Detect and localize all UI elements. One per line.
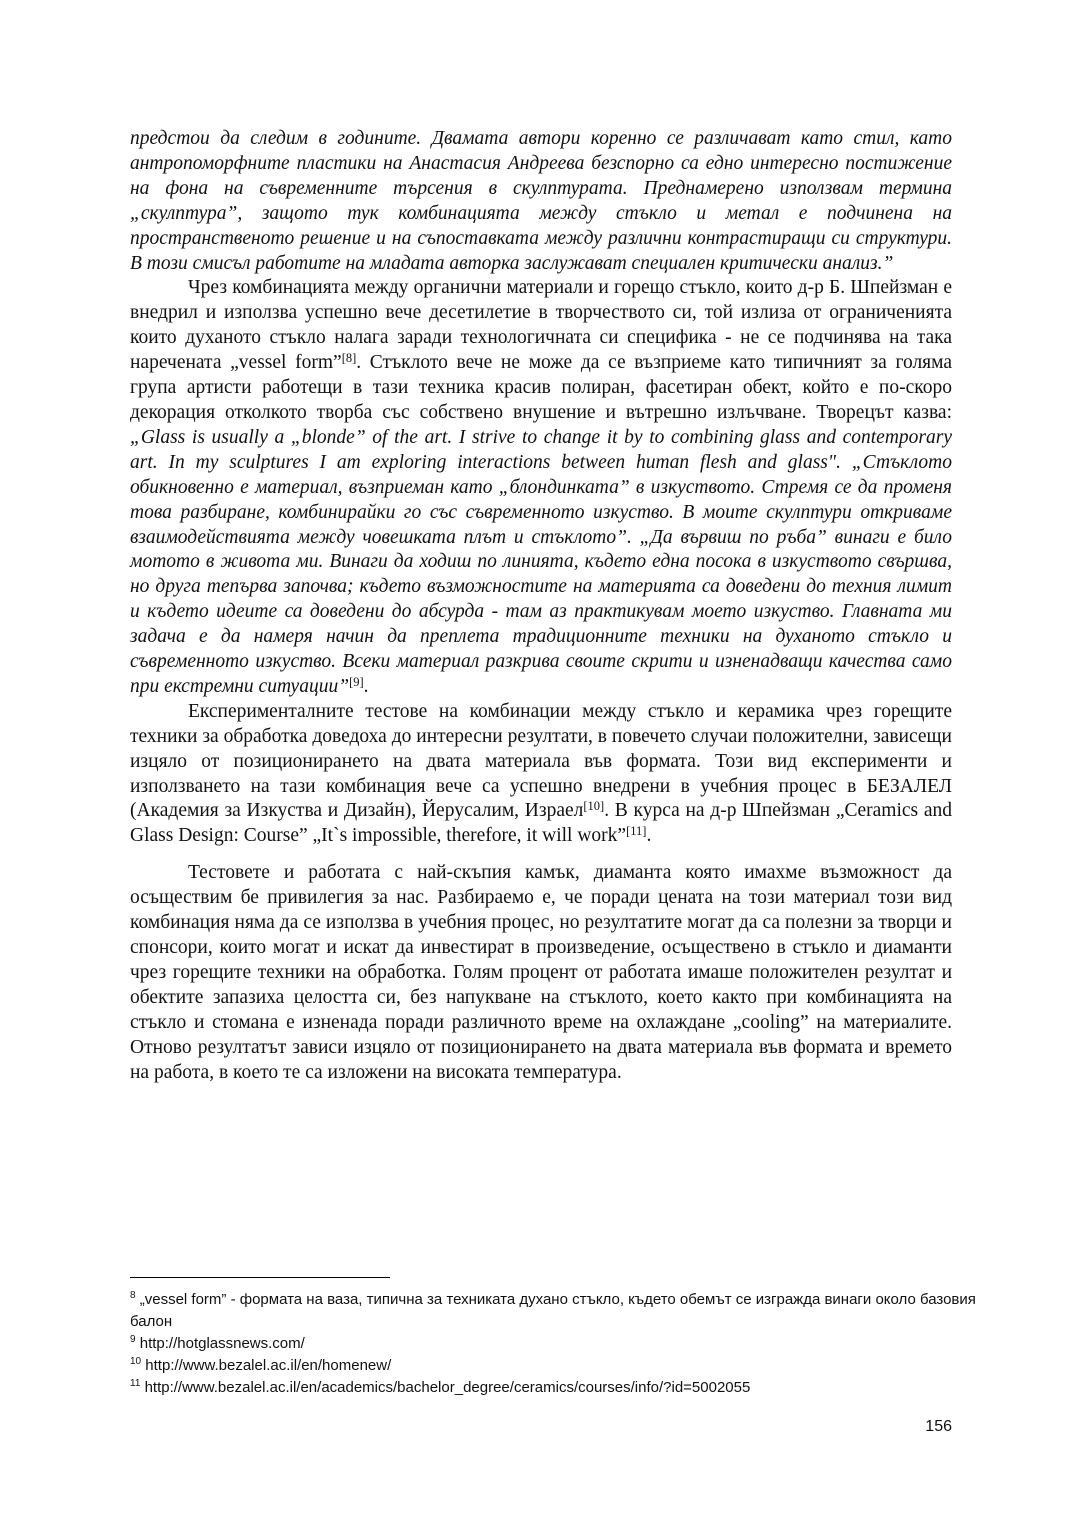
footnote-10	[130, 1355, 990, 1377]
paragraph-quote-continuation	[130, 127, 952, 276]
paragraph-text: Тестовете и работата с най-скъпия камък, диаманта която имахме възможност да осъществим бе привилегия за нас. Разбираемо е, че поради цената на този материал този вид комбинация няма да се използва в учебния процес, но резултатите могат да са полезни за творци и спонсори, които могат и искат да инвестират в произведение, осъществено в стъкло и диаманти чрез горещите техники на обработка. Голям процент от работата имаше положителен резултат и обектите запазиха целостта си, без напукване на стъклото, което както при комбинацията на стъкло и стомана е изненада поради различното време на охлаждане „cooling” на материалите. Отново резултатът зависи изцяло от позиционирането на двата материала във формата и времето на работа, в което те са изложени на високата температура.	[130, 862, 952, 1083]
footnote-ref-11[interactable]: [11]	[626, 824, 647, 839]
footnote-ref-9[interactable]: [9]	[349, 674, 364, 689]
paragraph-text: .	[646, 825, 652, 847]
footnote-8	[130, 1289, 990, 1333]
artist-quote: „Glass is usually a „blonde” of the art. I strive to change it by to combining glass and contemporary art. In my sculptures I am exploring interactions between human flesh and glass". „Стъклото обикновенно е материал, възприеман като „блондинката” в изкуството. Стремя се да променя това разбиране, комбинирайки го със съвременното изкуство. В моите скулптури откриваме взаимодействията между човешката плът и стъклото”. „Да вървиш по ръба” винаги е било мотото в живота ми. Винаги да ходиш по линията, където една посока в изкуството свършва, но друга тепърва започва; където възможностите на материята са доведени до техния лимит и където идеите са доведени до абсурда - там аз практикувам моето изкуство. Главната ми задача е да намеря начин да преплета традиционните техники на духаното стъкло и съвременното изкуство. Всеки материал разкрива своите скрити и изненадващи качества само при екстремни ситуации”	[130, 426, 952, 697]
paragraph-text: предстои да следим в годините. Двамата автори коренно се различават като стил, като антропоморфните пластики на Анастасия Андреева безспорно са едно интересно постижение на фона на съвременните търсения в скулптурата. Преднамерено използвам термина „скулптура”, защото тук комбинацията между стъкло и метал е подчинена на пространственото решение и на съпоставката между различни контрастиращи си структури. В този смисъл работите на младата авторка заслужават специален критически анализ.”	[130, 128, 952, 274]
footnote-link[interactable]: http://www.bezalel.ac.il/en/academics/bachelor_degree/ceramics/courses/info/?id=5002055	[144, 1379, 751, 1396]
body-text	[130, 127, 952, 1085]
footnote-number: 9	[130, 1334, 136, 1345]
footnote-separator	[130, 1277, 390, 1278]
footnote-number: 11	[130, 1378, 141, 1389]
footnote-9	[130, 1333, 990, 1355]
page-number: 156	[925, 1418, 952, 1435]
footnote-11	[130, 1377, 990, 1399]
paragraph-text: . Стъклото вече не може да се възприеме като типичният за голяма група артисти работещи в тази техника красив полиран, фасетиран обект, който е по-скоро декорация отколкото творба със собствено внушение и вътрешно излъчване. Творецът казва:	[130, 352, 953, 423]
footnote-link[interactable]: http://www.bezalel.ac.il/en/homenew/	[145, 1357, 392, 1374]
footnote-ref-8[interactable]: [8]	[341, 351, 357, 366]
paragraph-text: . В курса на д-р Шпейзман „Ceramics and Glass Design: Course” „It`s impossible, therefore, it will work”	[130, 800, 952, 847]
footnotes	[130, 1289, 990, 1399]
paragraph-text: Чрез комбинацията между органични материали и горещо стъкло, които д-р Б. Шпейзман е внедрил и използва успешно вече десетилетие в творчеството си, той излиза от ограниченията които духаното стъкло налага заради технологичната си специфика - не се подчинява на така наречената „vessel form”	[130, 277, 952, 374]
paragraph-ceramics-tests	[130, 700, 952, 849]
paragraph-text: .	[363, 675, 369, 697]
paragraph-text: Експерименталните тестове на комбинации между стъкло и керамика чрез горещите техники за обработка доведоха до интересни резултати, в повечето случаи положителни, зависещи изцяло от позиционирането на двата материала във формата. Този вид експерименти и използването на тази комбинация вече са успешно внедрени в учебния процес в БЕЗАЛЕЛ (Академия за Изкуства и Дизайн), Йерусалим, Израел	[130, 700, 952, 822]
footnote-ref-10[interactable]: [10]	[583, 799, 605, 814]
paragraph-diamond-tests	[130, 861, 952, 1085]
footnote-number: 8	[130, 1290, 136, 1301]
paragraph-shpeizman	[130, 276, 952, 699]
footnote-number: 10	[130, 1356, 142, 1367]
footnote-link[interactable]: http://hotglassnews.com/	[139, 1335, 305, 1352]
footnote-text: „vessel form” - формата на ваза, типична за техниката духано стъкло, където обемът се изгражда винаги около базовия балон	[130, 1291, 976, 1330]
